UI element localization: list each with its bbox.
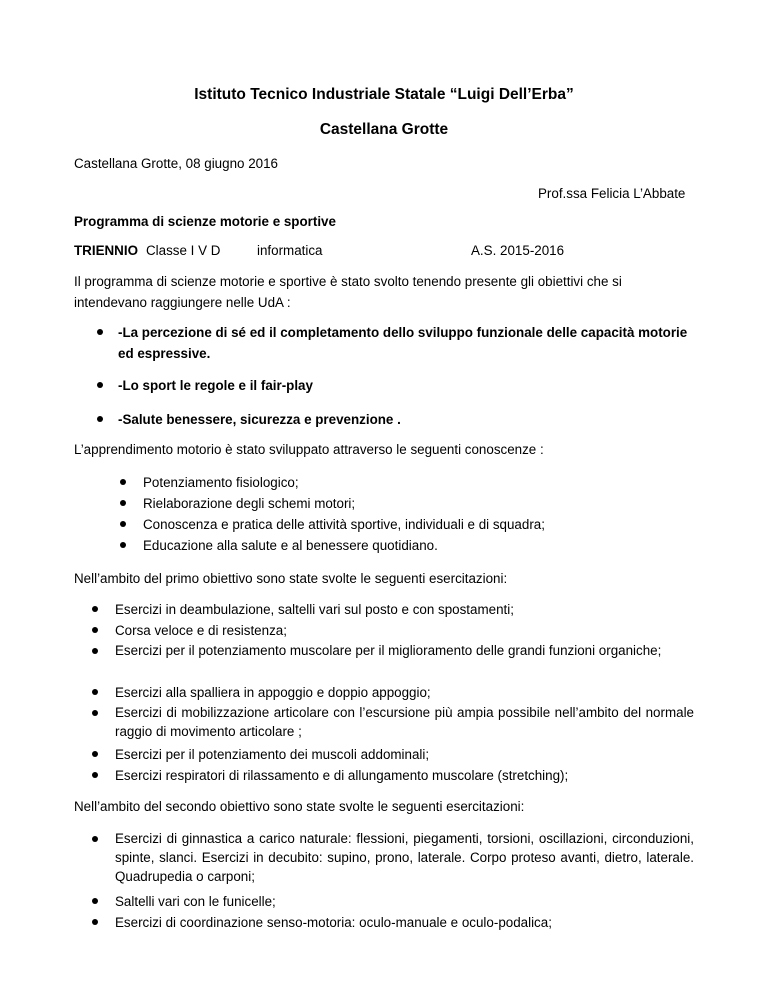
intro-line-1: Il programma di scienze motorie e sportive è stato svolto tenendo presente gli obiettivi che si bbox=[74, 274, 622, 289]
course-label: informatica bbox=[257, 243, 323, 258]
school-year: A.S. 2015-2016 bbox=[471, 243, 565, 258]
bullet-icon bbox=[92, 898, 98, 904]
knowledge-item: Potenziamento fisiologico; bbox=[143, 475, 299, 490]
exercise-item: Esercizi di mobilizzazione articolare con l’escursione più ampia possibile nell’ambito del normale raggio di movimento articolare ; bbox=[115, 705, 694, 739]
bullet-icon bbox=[97, 416, 103, 422]
exercise-item: Esercizi in deambulazione, saltelli vari sul posto e con spostamenti; bbox=[115, 602, 514, 617]
bullet-icon bbox=[97, 329, 103, 335]
bullet-icon bbox=[92, 836, 98, 842]
bullet-icon bbox=[92, 772, 98, 778]
bullet-icon bbox=[92, 919, 98, 925]
exercise-item: Esercizi di coordinazione senso-motoria: oculo-manuale e oculo-podalica; bbox=[115, 915, 552, 930]
bullet-icon bbox=[92, 689, 98, 695]
objective-item: -Lo sport le regole e il fair-play bbox=[118, 378, 313, 393]
exercise-item: Esercizi alla spalliera in appoggio e doppio appoggio; bbox=[115, 685, 431, 700]
triennio-label: TRIENNIO bbox=[74, 243, 138, 258]
bullet-icon bbox=[120, 521, 126, 527]
teacher-name: Prof.ssa Felicia L’Abbate bbox=[538, 186, 686, 201]
exercise-item: Saltelli vari con le funicelle; bbox=[115, 894, 276, 909]
objective-item: -La percezione di sé ed il completamento dello sviluppo funzionale delle capacità motorie bbox=[118, 325, 688, 340]
bullet-icon bbox=[120, 479, 126, 485]
place-date: Castellana Grotte, 08 giugno 2016 bbox=[74, 156, 278, 171]
intro-line-2: intendevano raggiungere nelle UdA : bbox=[74, 295, 291, 310]
school-name: Istituto Tecnico Industriale Statale “Luigi Dell’Erba” bbox=[194, 86, 574, 103]
bullet-icon bbox=[92, 606, 98, 612]
bullet-icon bbox=[92, 710, 98, 716]
bullet-icon bbox=[92, 627, 98, 633]
school-city: Castellana Grotte bbox=[319, 121, 449, 138]
knowledge-item: Rielaborazione degli schemi motori; bbox=[143, 496, 356, 511]
bullet-icon bbox=[92, 751, 98, 757]
program-title: Programma di scienze motorie e sportive bbox=[74, 214, 336, 229]
knowledge-intro: L’apprendimento motorio è stato sviluppato attraverso le seguenti conoscenze : bbox=[74, 442, 544, 457]
knowledge-item: Educazione alla salute e al benessere quotidiano. bbox=[143, 538, 438, 553]
second-objective-intro: Nell’ambito del secondo obiettivo sono state svolte le seguenti esercitazioni: bbox=[74, 799, 525, 814]
exercise-item: Esercizi per il potenziamento dei muscoli addominali; bbox=[115, 747, 430, 762]
exercise-item: Esercizi respiratori di rilassamento e di allungamento muscolare (stretching); bbox=[115, 768, 569, 783]
class-label: Classe I V D bbox=[146, 243, 221, 258]
bullet-icon bbox=[120, 542, 126, 548]
objective-item: -Salute benessere, sicurezza e prevenzione . bbox=[118, 412, 401, 427]
exercise-item: Esercizi per il potenziamento muscolare per il miglioramento delle grandi funzioni organiche; bbox=[115, 643, 662, 658]
knowledge-item: Conoscenza e pratica delle attività sportive, individuali e di squadra; bbox=[143, 517, 545, 532]
exercise-item: Corsa veloce e di resistenza; bbox=[115, 623, 287, 638]
bullet-icon bbox=[120, 500, 126, 506]
first-objective-intro: Nell’ambito del primo obiettivo sono state svolte le seguenti esercitazioni: bbox=[74, 571, 508, 586]
bullet-icon bbox=[97, 382, 103, 388]
bullet-icon bbox=[92, 648, 98, 654]
objective-item-cont: ed espressive. bbox=[118, 346, 211, 361]
exercise-item: Esercizi di ginnastica a carico naturale: flessioni, piegamenti, torsioni, oscillazioni, circonduzioni, spinte, slanci. Esercizi in decubito: supino, prono, laterale. Corpo proteso avanti, dietro, laterale. Quadrupedia o carponi; bbox=[115, 831, 694, 884]
